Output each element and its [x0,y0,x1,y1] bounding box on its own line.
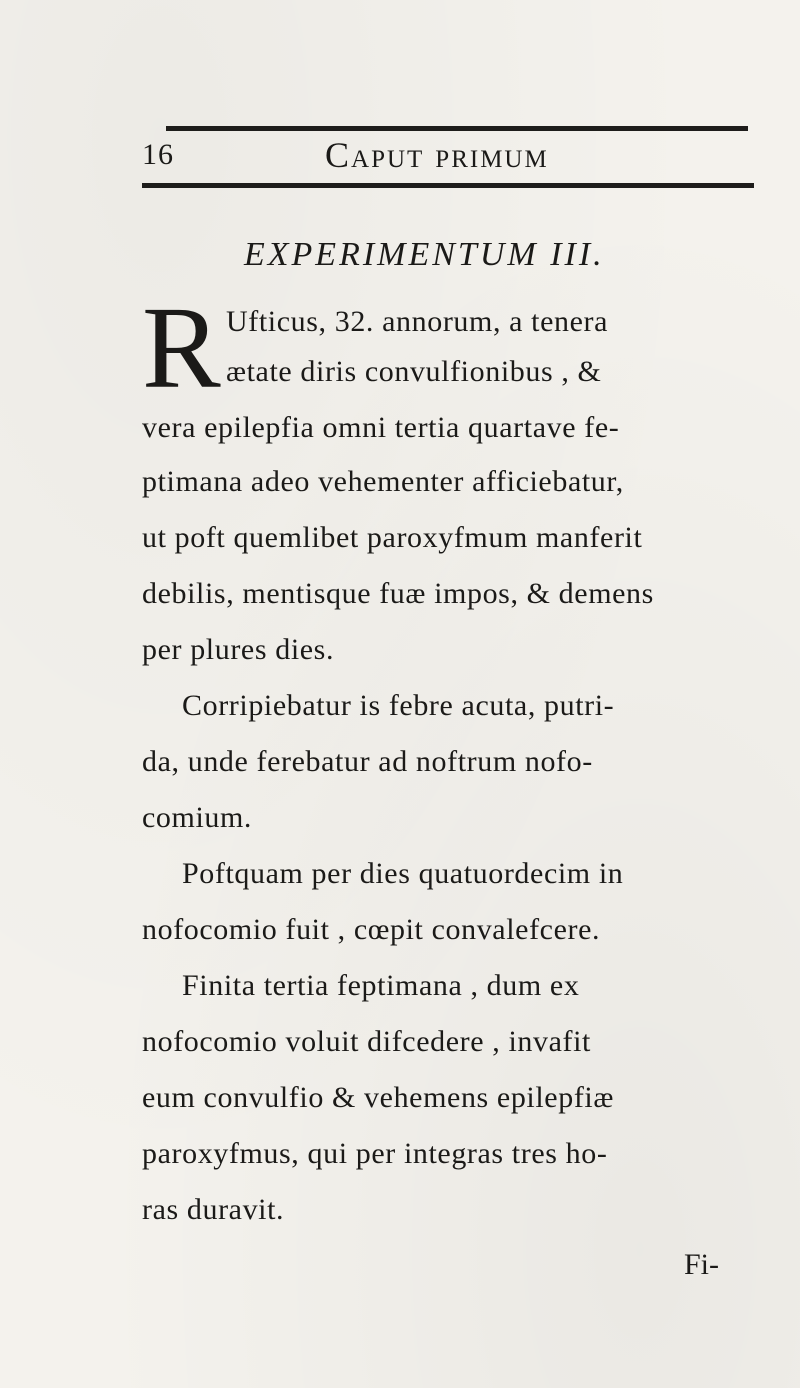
page-header [142,134,754,180]
text-line: eum convulfio & vehemens epilepfiæ [142,1081,614,1114]
text-line: ras duravit. [142,1193,285,1226]
drop-cap: R [142,282,221,413]
text-line: Ufticus, 32. annorum, a tenera [226,305,609,338]
text-line: comium. [142,801,253,834]
text-line: nofocomio fuit , cœpit convalefcere. [142,913,601,946]
text-line: ptimana adeo vehementer afficiebatur, [142,465,624,498]
text-line: paroxyfmus, qui per integras tres ho- [142,1137,608,1170]
header-rule-top [166,126,748,131]
catchword: Fi- [684,1248,720,1281]
text-line: ut poft quemlibet paroxyfmum manferit [142,521,643,554]
text-line: nofocomio voluit difcedere , invafit [142,1025,591,1058]
text-line: Finita tertia feptimana , dum ex [182,969,580,1002]
text-line: Corripiebatur is febre acuta, putri- [182,689,615,722]
text-line: Poftquam per dies quatuordecim in [182,857,624,890]
page-number: 16 [142,138,174,171]
running-head: Caput primum [325,135,549,175]
text-line: ætate diris convulfionibus , & [226,355,602,388]
text-line: per plures dies. [142,633,335,666]
text-line: da, unde ferebatur ad noftrum nofo- [142,745,593,778]
section-title: EXPERIMENTUM III. [244,236,605,273]
text-line: vera epilepfia omni tertia quartave fe- [142,411,620,444]
text-line: debilis, mentisque fuæ impos, & demens [142,577,654,610]
header-rule-bottom [142,183,754,188]
